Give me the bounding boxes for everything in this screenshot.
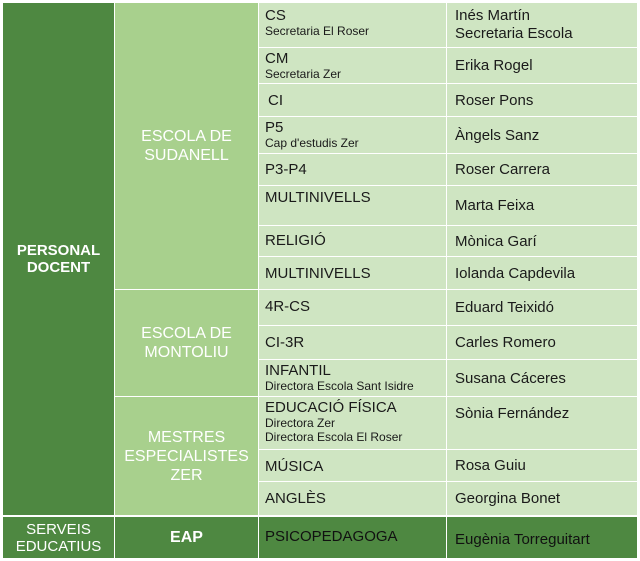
role-sublabel: Directora Escola El Roser <box>265 430 403 444</box>
role-cell <box>259 84 446 116</box>
person-name: Eugènia Torreguitart <box>455 531 590 548</box>
role-cell <box>259 186 446 225</box>
name-cell <box>447 48 637 83</box>
person-name: Mònica Garí <box>455 232 537 250</box>
name-cell <box>447 450 637 481</box>
role-label: RELIGIÓ <box>265 232 326 249</box>
role-label: CI <box>268 92 283 109</box>
name-cell <box>447 290 637 325</box>
role-label: P3-P4 <box>265 161 307 178</box>
name-cell <box>447 117 637 153</box>
school-eap <box>115 517 258 558</box>
role-sublabel: Secretaria El Roser <box>265 24 370 38</box>
name-cell <box>447 517 637 558</box>
school-sudanell-label: ESCOLA DE SUDANELL <box>141 128 232 164</box>
person-name: Carles Romero <box>455 334 556 351</box>
person-name: Susana Cáceres <box>455 369 566 387</box>
role-cell <box>259 154 446 185</box>
role-sublabel: Directora Escola Sant Isidre <box>265 379 414 393</box>
school-especialistes-label: MESTRES ESPECIALISTES ZER <box>124 428 249 484</box>
role-sublabel: Cap d'estudis Zer <box>265 136 359 150</box>
role-cell <box>259 450 446 481</box>
person-title: Secretaria Escola <box>455 25 573 42</box>
person-name: Eduard Teixidó <box>455 299 554 316</box>
role-label: MÚSICA <box>265 458 324 475</box>
name-cell <box>447 482 637 515</box>
role-cell <box>259 257 446 289</box>
section-personal-docent-label: PERSONAL DOCENT <box>16 242 101 276</box>
person-name: Àngels Sanz <box>455 126 540 144</box>
person-name: Rosa Guiu <box>455 457 526 474</box>
role-label: P5 <box>265 119 284 136</box>
name-cell <box>447 397 637 449</box>
role-label: INFANTIL <box>265 362 331 379</box>
name-cell <box>447 3 637 47</box>
section-serveis-educatius-label: SERVEIS EDUCATIUS <box>15 520 102 555</box>
person-name: Roser Pons <box>455 91 534 109</box>
section-serveis-educatius <box>3 517 114 558</box>
staff-table <box>3 3 637 558</box>
role-label: 4R-CS <box>265 298 311 315</box>
person-name: Roser Carrera <box>455 161 551 178</box>
school-montoliu <box>115 290 258 396</box>
role-cell <box>259 48 446 83</box>
role-label: EDUCACIÓ FÍSICA <box>265 399 397 416</box>
role-label: CI-3R <box>265 334 305 351</box>
role-label: CS <box>265 7 286 24</box>
role-sublabel: Directora Zer <box>265 416 336 430</box>
role-cell <box>259 482 446 515</box>
person-name: Inés Martín <box>455 7 531 24</box>
school-especialistes <box>115 397 258 515</box>
role-sublabel: Secretaria Zer <box>265 67 342 81</box>
school-montoliu-label: ESCOLA DE MONTOLIU <box>141 325 232 361</box>
role-cell <box>259 326 446 359</box>
role-label: MULTINIVELLS <box>265 189 371 206</box>
school-sudanell <box>115 3 258 289</box>
role-label: PSICOPEDAGOGA <box>265 528 398 545</box>
name-cell <box>447 326 637 359</box>
role-cell <box>259 226 446 256</box>
role-cell <box>259 290 446 325</box>
role-label: CM <box>265 50 289 67</box>
name-cell <box>447 154 637 185</box>
person-name: Sònia Fernández <box>455 405 570 422</box>
role-cell <box>259 397 446 449</box>
name-cell <box>447 226 637 256</box>
person-name: Georgina Bonet <box>455 490 561 507</box>
person-name: Marta Feixa <box>455 197 535 214</box>
person-name: Iolanda Capdevila <box>455 264 576 282</box>
section-personal-docent <box>3 3 114 515</box>
role-label: ANGLÈS <box>265 490 326 507</box>
role-cell <box>259 517 446 558</box>
role-cell <box>259 360 446 396</box>
role-cell <box>259 3 446 47</box>
person-name: Erika Rogel <box>455 57 533 74</box>
name-cell <box>447 360 637 396</box>
role-label: MULTINIVELLS <box>265 265 371 282</box>
name-cell <box>447 257 637 289</box>
role-cell <box>259 117 446 153</box>
school-eap-label: EAP <box>170 529 203 546</box>
name-cell <box>447 186 637 225</box>
name-cell <box>447 84 637 116</box>
